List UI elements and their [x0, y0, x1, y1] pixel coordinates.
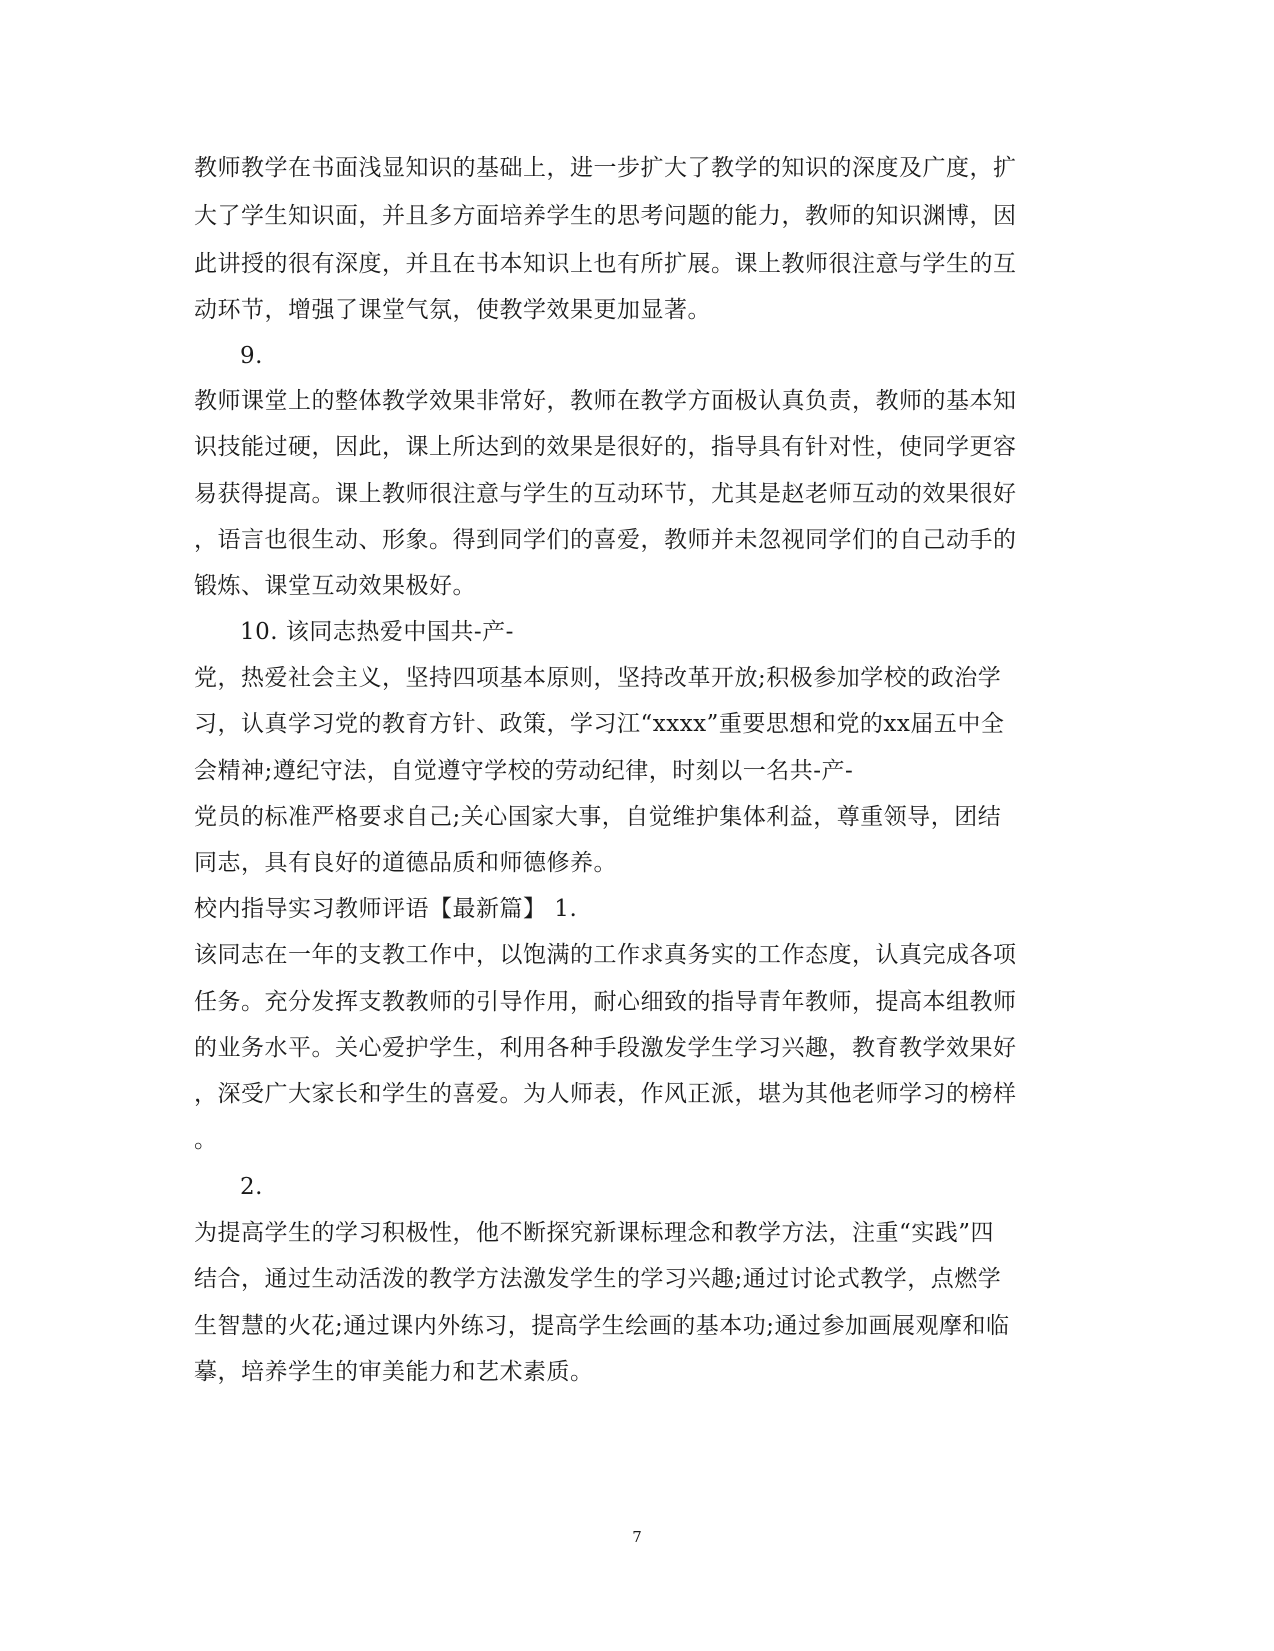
paragraph-line: 锻炼、课堂互动效果极好。	[194, 573, 476, 599]
paragraph-line: 任务。充分发挥支教教师的引导作用，耐心细致的指导青年教师，提高本组教师	[194, 989, 1017, 1015]
paragraph-line: 此讲授的很有深度，并且在书本知识上也有所扩展。课上教师很注意与学生的互	[194, 251, 1017, 277]
paragraph-line: 该同志在一年的支教工作中，以饱满的工作求真务实的工作态度，认真完成各项	[194, 942, 1017, 968]
paragraph-line: 同志，具有良好的道德品质和师德修养。	[194, 850, 617, 876]
paragraph-line: 识技能过硬，因此，课上所达到的效果是很好的，指导具有针对性，使同学更容	[194, 434, 1017, 460]
list-item-heading: 10. 该同志热爱中国共-产-	[240, 619, 514, 645]
paragraph-line: 易获得提高。课上教师很注意与学生的互动环节，尤其是赵老师互动的效果很好	[194, 481, 1017, 507]
paragraph-line: 动环节，增强了课堂气氛，使教学效果更加显著。	[194, 297, 711, 323]
paragraph-line: 教师教学在书面浅显知识的基础上，进一步扩大了教学的知识的深度及广度，扩	[194, 155, 1017, 181]
paragraph-line: 结合，通过生动活泼的教学方法激发学生的学习兴趣;通过讨论式教学，点燃学	[194, 1266, 1002, 1292]
paragraph-line: 为提高学生的学习积极性，他不断探究新课标理念和教学方法，注重“实践”四	[194, 1220, 995, 1246]
paragraph-line: 党员的标准严格要求自己;关心国家大事，自觉维护集体利益，尊重领导，团结	[194, 804, 1002, 830]
paragraph-line: 生智慧的火花;通过课内外练习，提高学生绘画的基本功;通过参加画展观摩和临	[194, 1313, 1010, 1339]
paragraph-line: 习，认真学习党的教育方针、政策，学习江“xxxx”重要思想和党的xx届五中全	[194, 711, 1005, 737]
paragraph-line: 摹，培养学生的审美能力和艺术素质。	[194, 1359, 594, 1385]
paragraph-line: ，深受广大家长和学生的喜爱。为人师表，作风正派，堪为其他老师学习的榜样	[194, 1081, 1017, 1107]
paragraph-line: 的业务水平。关心爱护学生，利用各种手段激发学生学习兴趣，教育教学效果好	[194, 1035, 1017, 1061]
paragraph-line: 教师课堂上的整体教学效果非常好，教师在教学方面极认真负责，教师的基本知	[194, 388, 1017, 414]
paragraph-line: ，语言也很生动、形象。得到同学们的喜爱，教师并未忽视同学们的自己动手的	[194, 527, 1017, 553]
paragraph-line: 会精神;遵纪守法，自觉遵守学校的劳动纪律，时刻以一名共-产-	[194, 758, 854, 784]
list-number: 2.	[240, 1174, 263, 1200]
paragraph-line: 党，热爱社会主义，坚持四项基本原则，坚持改革开放;积极参加学校的政治学	[194, 665, 1002, 691]
list-number: 9.	[240, 343, 263, 369]
paragraph-line: 。	[194, 1127, 218, 1153]
section-heading: 校内指导实习教师评语【最新篇】 1.	[194, 896, 578, 922]
paragraph-line: 大了学生知识面，并且多方面培养学生的思考问题的能力，教师的知识渊博，因	[194, 203, 1017, 229]
page-number: 7	[632, 1528, 642, 1546]
